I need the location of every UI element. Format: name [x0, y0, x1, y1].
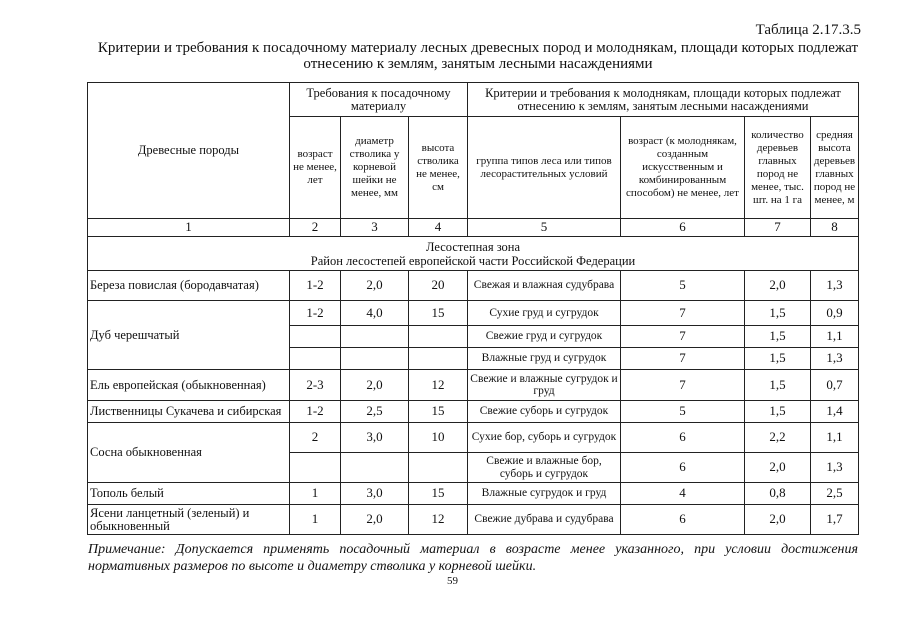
forest-type-cell: Свежие дубрава и судубрава [468, 505, 621, 535]
table-row [88, 483, 859, 505]
count-cell: 1,5 [745, 370, 811, 401]
age-cell: 1 [290, 483, 341, 505]
forest-type-cell: Свежая и влажная судубрава [468, 271, 621, 301]
diameter-cell: 3,0 [341, 483, 409, 505]
empty-cell [290, 453, 341, 483]
empty-cell [341, 348, 409, 370]
empty-cell [409, 326, 468, 348]
young-age-cell: 7 [621, 301, 745, 326]
species-cell: Ясени ланцетный (зеленый) и обыкновенный [88, 505, 290, 535]
species-cell: Сосна обыкновенная [88, 423, 290, 483]
avg-height-cell: 1,1 [811, 326, 859, 348]
age-cell: 1 [290, 505, 341, 535]
forest-type-cell: Сухие бор, суборь и сугрудок [468, 423, 621, 453]
species-cell: Береза повислая (бородавчатая) [88, 271, 290, 301]
young-age-cell: 5 [621, 401, 745, 423]
zone-heading [88, 237, 859, 271]
table-row [88, 370, 859, 401]
count-cell: 1,5 [745, 401, 811, 423]
age-cell: 1-2 [290, 401, 341, 423]
count-cell: 1,5 [745, 326, 811, 348]
forest-type-cell: Сухие груд и сугрудок [468, 301, 621, 326]
col-number: 6 [621, 219, 745, 237]
species-cell: Дуб черешчатый [88, 301, 290, 370]
diameter-cell: 2,0 [341, 370, 409, 401]
height-cell: 20 [409, 271, 468, 301]
table-row [88, 423, 859, 453]
height-cell: 12 [409, 505, 468, 535]
header-planting-material: Требования к посадочному материалу [290, 83, 468, 117]
col-number: 2 [290, 219, 341, 237]
header-trees-count: количество деревьев главных пород не менее, тыс. шт. на 1 га [745, 117, 811, 219]
header-young-age: возраст (к молоднякам, созданным искусственным и комбинированным способом) не менее, лет [621, 117, 745, 219]
species-cell: Ель европейская (обыкновенная) [88, 370, 290, 401]
height-cell: 15 [409, 301, 468, 326]
avg-height-cell: 1,4 [811, 401, 859, 423]
age-cell: 2-3 [290, 370, 341, 401]
forest-type-cell: Свежие и влажные сугрудок и груд [468, 370, 621, 401]
avg-height-cell: 2,5 [811, 483, 859, 505]
age-cell: 1-2 [290, 301, 341, 326]
forest-type-cell: Влажные груд и сугрудок [468, 348, 621, 370]
empty-cell [341, 326, 409, 348]
species-cell: Лиственницы Сукачева и сибирская [88, 401, 290, 423]
avg-height-cell: 1,3 [811, 453, 859, 483]
diameter-cell: 3,0 [341, 423, 409, 453]
young-age-cell: 5 [621, 271, 745, 301]
count-cell: 2,0 [745, 505, 811, 535]
avg-height-cell: 1,3 [811, 271, 859, 301]
count-cell: 0,8 [745, 483, 811, 505]
col-number: 5 [468, 219, 621, 237]
count-cell: 2,0 [745, 271, 811, 301]
count-cell: 2,0 [745, 453, 811, 483]
height-cell: 10 [409, 423, 468, 453]
header-forest-type: группа типов леса или типов лесорастительных условий [468, 117, 621, 219]
column-number-row [88, 219, 859, 237]
table-note: Примечание: Допускается применять посадочный материал в возрасте менее указанного, при условии достижения нормативных размеров по высоте и диаметру стволика у корневой шейки. [88, 542, 858, 574]
diameter-cell: 2,5 [341, 401, 409, 423]
diameter-cell: 2,0 [341, 505, 409, 535]
header-diameter: диаметр стволика у корневой шейки не менее, мм [341, 117, 409, 219]
forest-type-cell: Свежие суборь и сугрудок [468, 401, 621, 423]
page-number: 59 [447, 575, 458, 587]
species-cell: Тополь белый [88, 483, 290, 505]
count-cell: 1,5 [745, 301, 811, 326]
table-row [88, 301, 859, 326]
forest-type-cell: Свежие груд и сугрудок [468, 326, 621, 348]
diameter-cell: 2,0 [341, 271, 409, 301]
header-age-min: возраст не менее, лет [290, 117, 341, 219]
empty-cell [409, 348, 468, 370]
height-cell: 12 [409, 370, 468, 401]
table-title: Критерии и требования к посадочному материалу лесных древесных пород и молоднякам, площади которых подлежат отнесению к землям, занятым лесными насаждениями [97, 40, 859, 72]
avg-height-cell: 1,7 [811, 505, 859, 535]
col-number: 3 [341, 219, 409, 237]
zone-row [88, 237, 859, 271]
height-cell: 15 [409, 483, 468, 505]
age-cell: 2 [290, 423, 341, 453]
empty-cell [290, 326, 341, 348]
region-name: Район лесостепей европейской части Российской Федерации [310, 253, 636, 268]
avg-height-cell: 0,7 [811, 370, 859, 401]
avg-height-cell: 1,1 [811, 423, 859, 453]
empty-cell [409, 453, 468, 483]
table-row [88, 401, 859, 423]
young-age-cell: 6 [621, 423, 745, 453]
zone-name: Лесостепная зона [425, 239, 521, 254]
young-age-cell: 7 [621, 348, 745, 370]
young-age-cell: 7 [621, 326, 745, 348]
col-number: 8 [811, 219, 859, 237]
age-cell: 1-2 [290, 271, 341, 301]
header-avg-height: средняя высота деревьев главных пород не менее, м [811, 117, 859, 219]
table-row [88, 505, 859, 535]
table-row [88, 271, 859, 301]
avg-height-cell: 0,9 [811, 301, 859, 326]
height-cell: 15 [409, 401, 468, 423]
table-number: Таблица 2.17.3.5 [755, 22, 861, 38]
header-height-min: высота стволика не менее, см [409, 117, 468, 219]
young-age-cell: 4 [621, 483, 745, 505]
criteria-table [87, 82, 859, 535]
header-species: Древесные породы [88, 83, 290, 219]
young-age-cell: 6 [621, 453, 745, 483]
empty-cell [290, 348, 341, 370]
count-cell: 1,5 [745, 348, 811, 370]
young-age-cell: 6 [621, 505, 745, 535]
col-number: 4 [409, 219, 468, 237]
diameter-cell: 4,0 [341, 301, 409, 326]
avg-height-cell: 1,3 [811, 348, 859, 370]
col-number: 1 [88, 219, 290, 237]
forest-type-cell: Свежие и влажные бор, суборь и сугрудок [468, 453, 621, 483]
empty-cell [341, 453, 409, 483]
col-number: 7 [745, 219, 811, 237]
young-age-cell: 7 [621, 370, 745, 401]
forest-type-cell: Влажные сугрудок и груд [468, 483, 621, 505]
header-row-1 [88, 83, 859, 117]
header-young-stands: Критерии и требования к молоднякам, площади которых подлежат отнесению к землям, занятым лесными насаждениями [468, 83, 859, 117]
count-cell: 2,2 [745, 423, 811, 453]
